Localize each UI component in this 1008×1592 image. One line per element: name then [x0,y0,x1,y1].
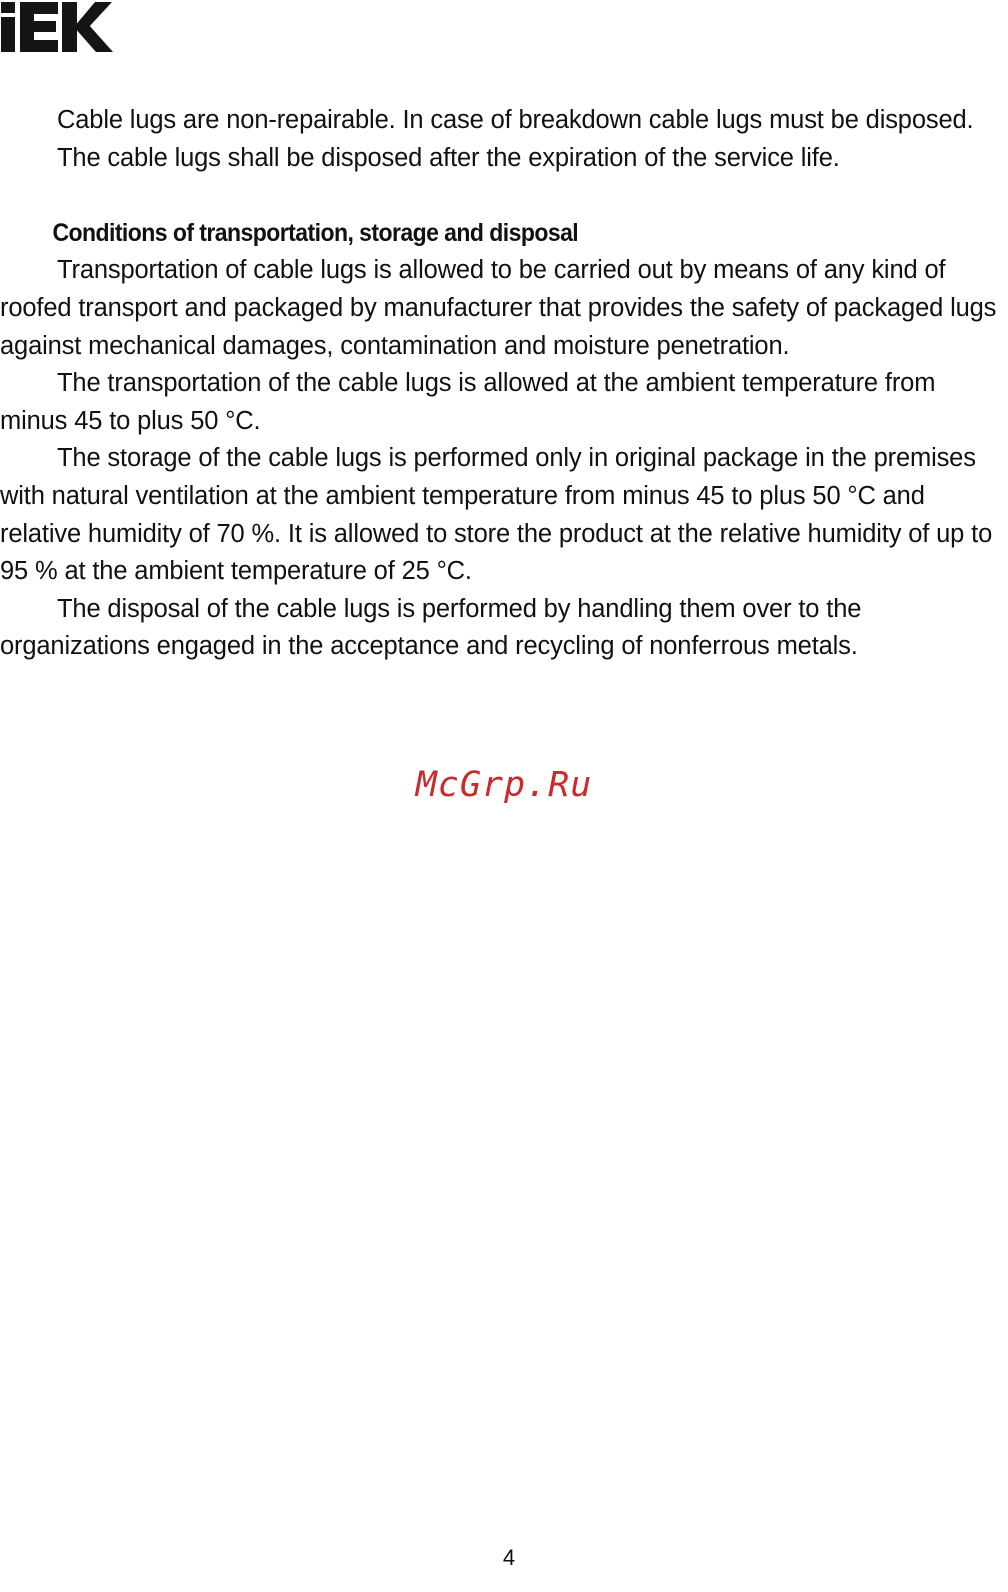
paragraph-non-repairable: Cable lugs are non-repairable. In case of breakdown cable lugs must be disposed. [57,106,974,134]
paragraph-service-life: The cable lugs shall be disposed after the expiration of the service life. [57,143,840,172]
watermark-text: McGrp.Ru [415,765,593,805]
section-spacer [0,177,1000,215]
document-body [0,102,1000,666]
paragraph-disposal: The disposal of the cable lugs is performed by handling them over to the organizations engaged in the acceptance and recycling of nonferrous metals. [0,594,862,661]
section-heading: Conditions of transportation, storage and disposal [52,218,579,247]
paragraph-transportation-temperature: The transportation of the cable lugs is allowed at the ambient temperature from minus 45 to plus 50 °C. [0,369,936,435]
paragraph-transportation-means: Transportation of cable lugs is allowed to be carried out by means of any kind of roofed transport and packaged by manufacturer that provides the safety of packaged lugs against mechanical damages, contamination and moisture penetration. [0,256,997,360]
page-number: 4 [502,1545,516,1570]
paragraph-storage: The storage of the cable lugs is performed only in original package in the premises with natural ventilation at the ambient temperature from minus 45 to plus 50 °C and relative humidity of 70 %. It is allowed to store the product at the relative humidity of up to 95 % at the ambient temperature of 25 °C. [0,444,993,586]
iek-logo [0,0,114,54]
